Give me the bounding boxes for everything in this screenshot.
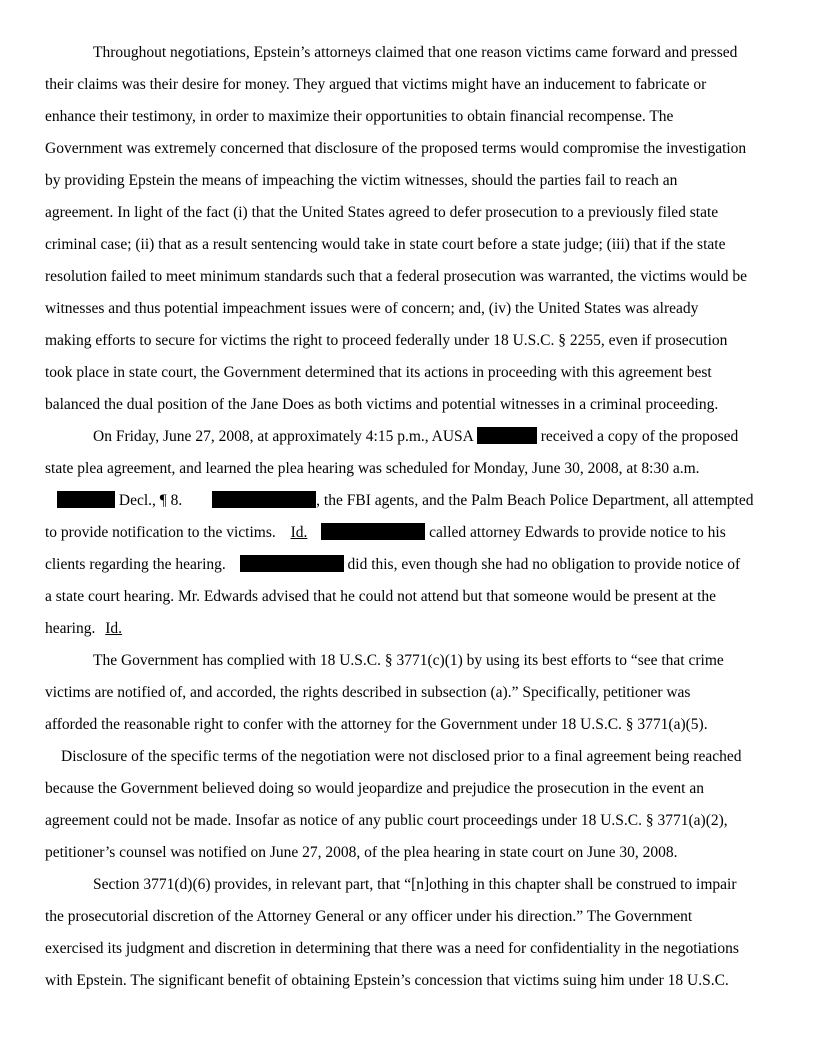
text-line: their claims was their desire for money. They argued that victims might have an inducement to fabricate or (45, 76, 707, 93)
text-line: Disclosure of the specific terms of the negotiation were not disclosed prior to a final agreement being reached (61, 748, 742, 765)
text-segment: received a copy of the proposed (540, 428, 739, 445)
text-line: resolution failed to meet minimum standards such that a federal prosecution was warranted, the victims would be (45, 268, 748, 285)
text-line: because the Government believed doing so would jeopardize and prejudice the prosecution in the event an (45, 780, 704, 797)
text-line: Section 3771(d)(6) provides, in relevant part, that “[n]othing in this chapter shall be construed to impair (93, 876, 737, 893)
text-line: making efforts to secure for victims the right to proceed federally under 18 U.S.C. § 2255, even if prosecution (45, 332, 728, 349)
redaction-box (321, 523, 425, 540)
text-line: enhance their testimony, in order to maximize their opportunities to obtain financial recompense. The (45, 108, 674, 125)
text-segment: Decl., ¶ 8. (118, 492, 183, 509)
text-line: with Epstein. The significant benefit of obtaining Epstein’s concession that victims suing him under 18 U.S.C. (45, 972, 729, 989)
text-segment: called attorney Edwards to provide notice to his (429, 524, 726, 541)
text-line: Government was extremely concerned that disclosure of the proposed terms would compromise the investigation (45, 140, 747, 157)
text-segment: did this, even though she had no obligation to provide notice of (347, 556, 741, 573)
text-line: state plea agreement, and learned the plea hearing was scheduled for Monday, June 30, 2008, at 8:30 a.m. (45, 460, 700, 477)
citation-id: Id. (105, 620, 123, 637)
redaction-box (240, 555, 344, 572)
text-line: victims are notified of, and accorded, the rights described in subsection (a).” Specifically, petitioner was (45, 684, 691, 701)
text-line (45, 613, 122, 645)
text-line (93, 421, 738, 453)
redaction-box (57, 491, 115, 508)
text-line: Throughout negotiations, Epstein’s attorneys claimed that one reason victims came forward and pressed (93, 44, 738, 61)
text-line: petitioner’s counsel was notified on June 27, 2008, of the plea hearing in state court on June 30, 2008. (45, 844, 678, 861)
text-line: by providing Epstein the means of impeaching the victim witnesses, should the parties fail to reach an (45, 172, 678, 189)
text-line: a state court hearing. Mr. Edwards advised that he could not attend but that someone would be present at the (45, 588, 717, 605)
text-line: witnesses and thus potential impeachment issues were of concern; and, (iv) the United States was already (45, 300, 699, 317)
text-line: balanced the dual position of the Jane Does as both victims and potential witnesses in a criminal proceeding. (45, 396, 719, 413)
citation-id: Id. (290, 524, 308, 541)
text-segment: clients regarding the hearing. (45, 556, 226, 573)
text-line: exercised its judgment and discretion in determining that there was a need for confidentiality in the negotiations (45, 940, 739, 957)
redaction-box (212, 491, 316, 508)
text-line: agreement could not be made. Insofar as notice of any public court proceedings under 18 U.S.C. § 3771(a)(2), (45, 812, 728, 829)
text-segment: to provide notification to the victims. (45, 524, 276, 541)
text-line (45, 517, 726, 549)
text-line: the prosecutorial discretion of the Attorney General or any officer under his direction.” The Government (45, 908, 693, 925)
text-line: criminal case; (ii) that as a result sentencing would take in state court before a state judge; (iii) that if the state (45, 236, 726, 253)
text-line: agreement. In light of the fact (i) that the United States agreed to defer prosecution to a previously filed state (45, 204, 719, 221)
text-line (57, 485, 754, 517)
text-segment: hearing. (45, 620, 96, 637)
text-line (45, 549, 740, 581)
text-segment: On Friday, June 27, 2008, at approximately 4:15 p.m., AUSA (93, 428, 474, 445)
redaction-box (477, 427, 537, 444)
text-line: The Government has complied with 18 U.S.C. § 3771(c)(1) by using its best efforts to “see that crime (93, 652, 724, 669)
text-line: afforded the reasonable right to confer with the attorney for the Government under 18 U.S.C. § 3771(a)(5). (45, 716, 708, 733)
text-segment: , the FBI agents, and the Palm Beach Police Department, all attempted (316, 492, 754, 509)
text-line: took place in state court, the Government determined that its actions in proceeding with this agreement best (45, 364, 712, 381)
